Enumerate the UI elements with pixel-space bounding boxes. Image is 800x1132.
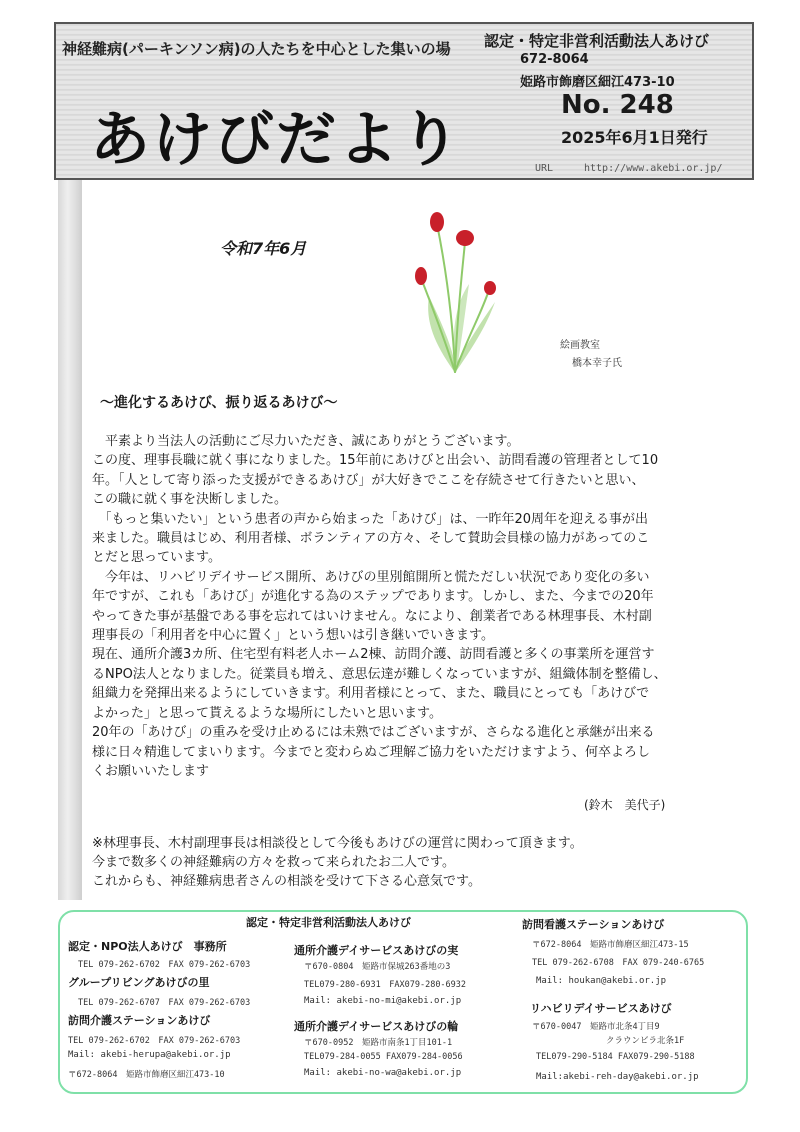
note-line: ※林理事長、木村副理事長は相談役として今後もあけびの運営に関わって頂きます。: [92, 836, 583, 851]
rehab-day-building: クラウンビラ北条1F: [606, 1036, 685, 1046]
home-care-name: 訪問介護ステーションあけび: [68, 1014, 211, 1027]
tulip-illustration: [395, 204, 515, 374]
day-wa-address: 〒670-0952 姫路市南条1丁目101-1: [304, 1038, 453, 1048]
url-label: URL: [535, 163, 554, 174]
footer-heading: 認定・特定非営利活動法人あけび: [246, 916, 411, 929]
article-line: この度、理事長職に就く事になりました。15年前にあけびと出会い、訪問看護の管理者として10: [92, 453, 659, 469]
group-home-name: グループリビングあけびの里: [68, 976, 210, 989]
article-line: 平素より当法人の活動にご尽力いただき、誠にありがとうございます。: [92, 434, 520, 449]
office-tel: TEL 079-262-6702 FAX 079-262-6703: [78, 960, 251, 970]
tagline: 神経難病(パーキンソン病)の人たちを中心とした集いの場: [62, 40, 451, 58]
date-heading: 令和7年6月: [220, 239, 307, 258]
day-mi-name: 通所介護デイサービスあけびの実: [294, 944, 459, 957]
issue-date: 2025年6月1日発行: [561, 128, 708, 147]
issue-number: No. 248: [561, 90, 674, 120]
day-wa-tel: TEL079-284-0055 FAX079-284-0056: [304, 1052, 463, 1062]
home-care-address: 〒672-8064 姫路市飾磨区細江473-10: [68, 1070, 225, 1080]
article-line: 20年の「あけび」の重みを受け止めるには未熟ではございますが、さらなる進化と承継が出来る: [92, 725, 655, 741]
contact-directory: [58, 910, 748, 1094]
home-care-tel: TEL 079-262-6702 FAX 079-262-6703: [68, 1036, 241, 1046]
article-title: ～進化するあけび、振り返るあけび～: [100, 395, 338, 411]
article-line: 年ですが、これも「あけび」が進化する為のステップであります。しかし、また、今までの20年: [92, 589, 654, 605]
rehab-day-tel: TEL079-290-5184 FAX079-290-5188: [536, 1052, 695, 1062]
day-mi-mail: Mail: akebi-no-mi@akebi.or.jp: [304, 996, 462, 1006]
tulip-flower: [484, 281, 496, 295]
rehab-day-name: リハビリデイサービスあけび: [530, 1002, 672, 1015]
article-line: やってきた事が基盤である事を忘れてはいけません。なにより、創業者である林理事長、木村副: [92, 608, 652, 624]
home-care-mail: Mail: akebi-herupa@akebi.or.jp: [68, 1050, 231, 1060]
nursing-station-mail: Mail: houkan@akebi.or.jp: [536, 976, 667, 986]
masthead: [54, 22, 754, 180]
article-line: 様に日々精進してまいります。今までと変わらぬご理解ご協力をいただけますよう、何卒よろし: [92, 744, 650, 760]
illustration-caption-class: 絵画教室: [560, 340, 600, 351]
newsletter-title: あけびだより: [90, 105, 462, 175]
rehab-day-address: 〒670-0047 姫路市北条4丁目9: [532, 1022, 660, 1032]
day-wa-name: 通所介護デイサービスあけびの輪: [294, 1020, 459, 1033]
article-line: この職に就く事を決断しました。: [92, 492, 288, 508]
group-home-tel: TEL 079-262-6707 FAX 079-262-6703: [78, 998, 251, 1008]
article-line: 「もっと集いたい」という患者の声から始まった「あけび」は、一昨年20周年を迎える事が出: [92, 511, 649, 527]
day-wa-mail: Mail: akebi-no-wa@akebi.or.jp: [304, 1068, 462, 1078]
nursing-station-name: 訪問看護ステーションあけび: [522, 918, 665, 931]
note-line: 今まで数多くの神経難病の方々を救って来られたお二人です。: [92, 855, 455, 870]
article-line: 今年は、リハビリデイサービス開所、あけびの里別館開所と慌ただしい状況であり変化の多い: [92, 569, 650, 585]
article-line: 組織力を発揮出来るようにしていきます。利用者様にとって、また、職員にとっても「あけびで: [92, 686, 650, 702]
tulip-flower: [456, 230, 474, 246]
note-line: これからも、神経難病患者さんの相談を受けて下さる心意気です。: [92, 874, 481, 889]
article-line: 年。「人として寄り添った支援ができるあけび」が大好きでここを存続させて行きたいと思い、: [92, 472, 645, 488]
decorative-side-band: [58, 180, 82, 900]
org-address: 姫路市飾磨区細江473-10: [520, 75, 675, 90]
day-mi-address: 〒670-0804 姫路市保城263番地の3: [304, 962, 451, 972]
day-mi-tel: TEL079-280-6931 FAX079-280-6932: [304, 980, 467, 990]
article-line: 来ました。職員はじめ、利用者様、ボランティアの方々、そして賛助会員様の協力があってのこ: [92, 531, 650, 547]
rehab-day-mail: Mail:akebi-reh-day@akebi.or.jp: [536, 1072, 699, 1082]
illustration-caption-artist: 橋本幸子氏: [572, 358, 622, 369]
article-line: 理事長の「利用者を中心に置く」という想いは引き継いでいきます。: [92, 628, 494, 644]
article-line: くお願いいたします: [92, 763, 210, 779]
website-url: http://www.akebi.or.jp/: [584, 163, 723, 174]
nursing-station-address: 〒672-8064 姫路市飾磨区細江473-15: [532, 940, 689, 950]
article-line: とだと思っています。: [92, 550, 221, 566]
org-name: 認定・特定非営利活動法人あけび: [484, 32, 710, 50]
article-line: よかった」と思って貰えるような場所にしたいと思います。: [92, 705, 442, 721]
nursing-station-tel: TEL 079-262-6708 FAX 079-240-6765: [532, 958, 705, 968]
article-body: [92, 432, 754, 781]
article-line: 現在、通所介護3カ所、住宅型有料老人ホーム2棟、訪問介護、訪問看護と多くの事業所を運営す: [92, 647, 655, 663]
org-postal-code: 672-8064: [520, 52, 589, 67]
office-name: 認定・NPO法人あけび 事務所: [68, 940, 227, 953]
article-line: るNPO法人となりました。従業員も増え、意思伝達が難しくなっていますが、組織体制を整備し、: [92, 666, 667, 682]
article-note: [92, 834, 583, 891]
article-signature: (鈴木 美代子): [584, 798, 666, 812]
tulip-flower: [415, 267, 427, 285]
tulip-flower: [430, 212, 444, 232]
